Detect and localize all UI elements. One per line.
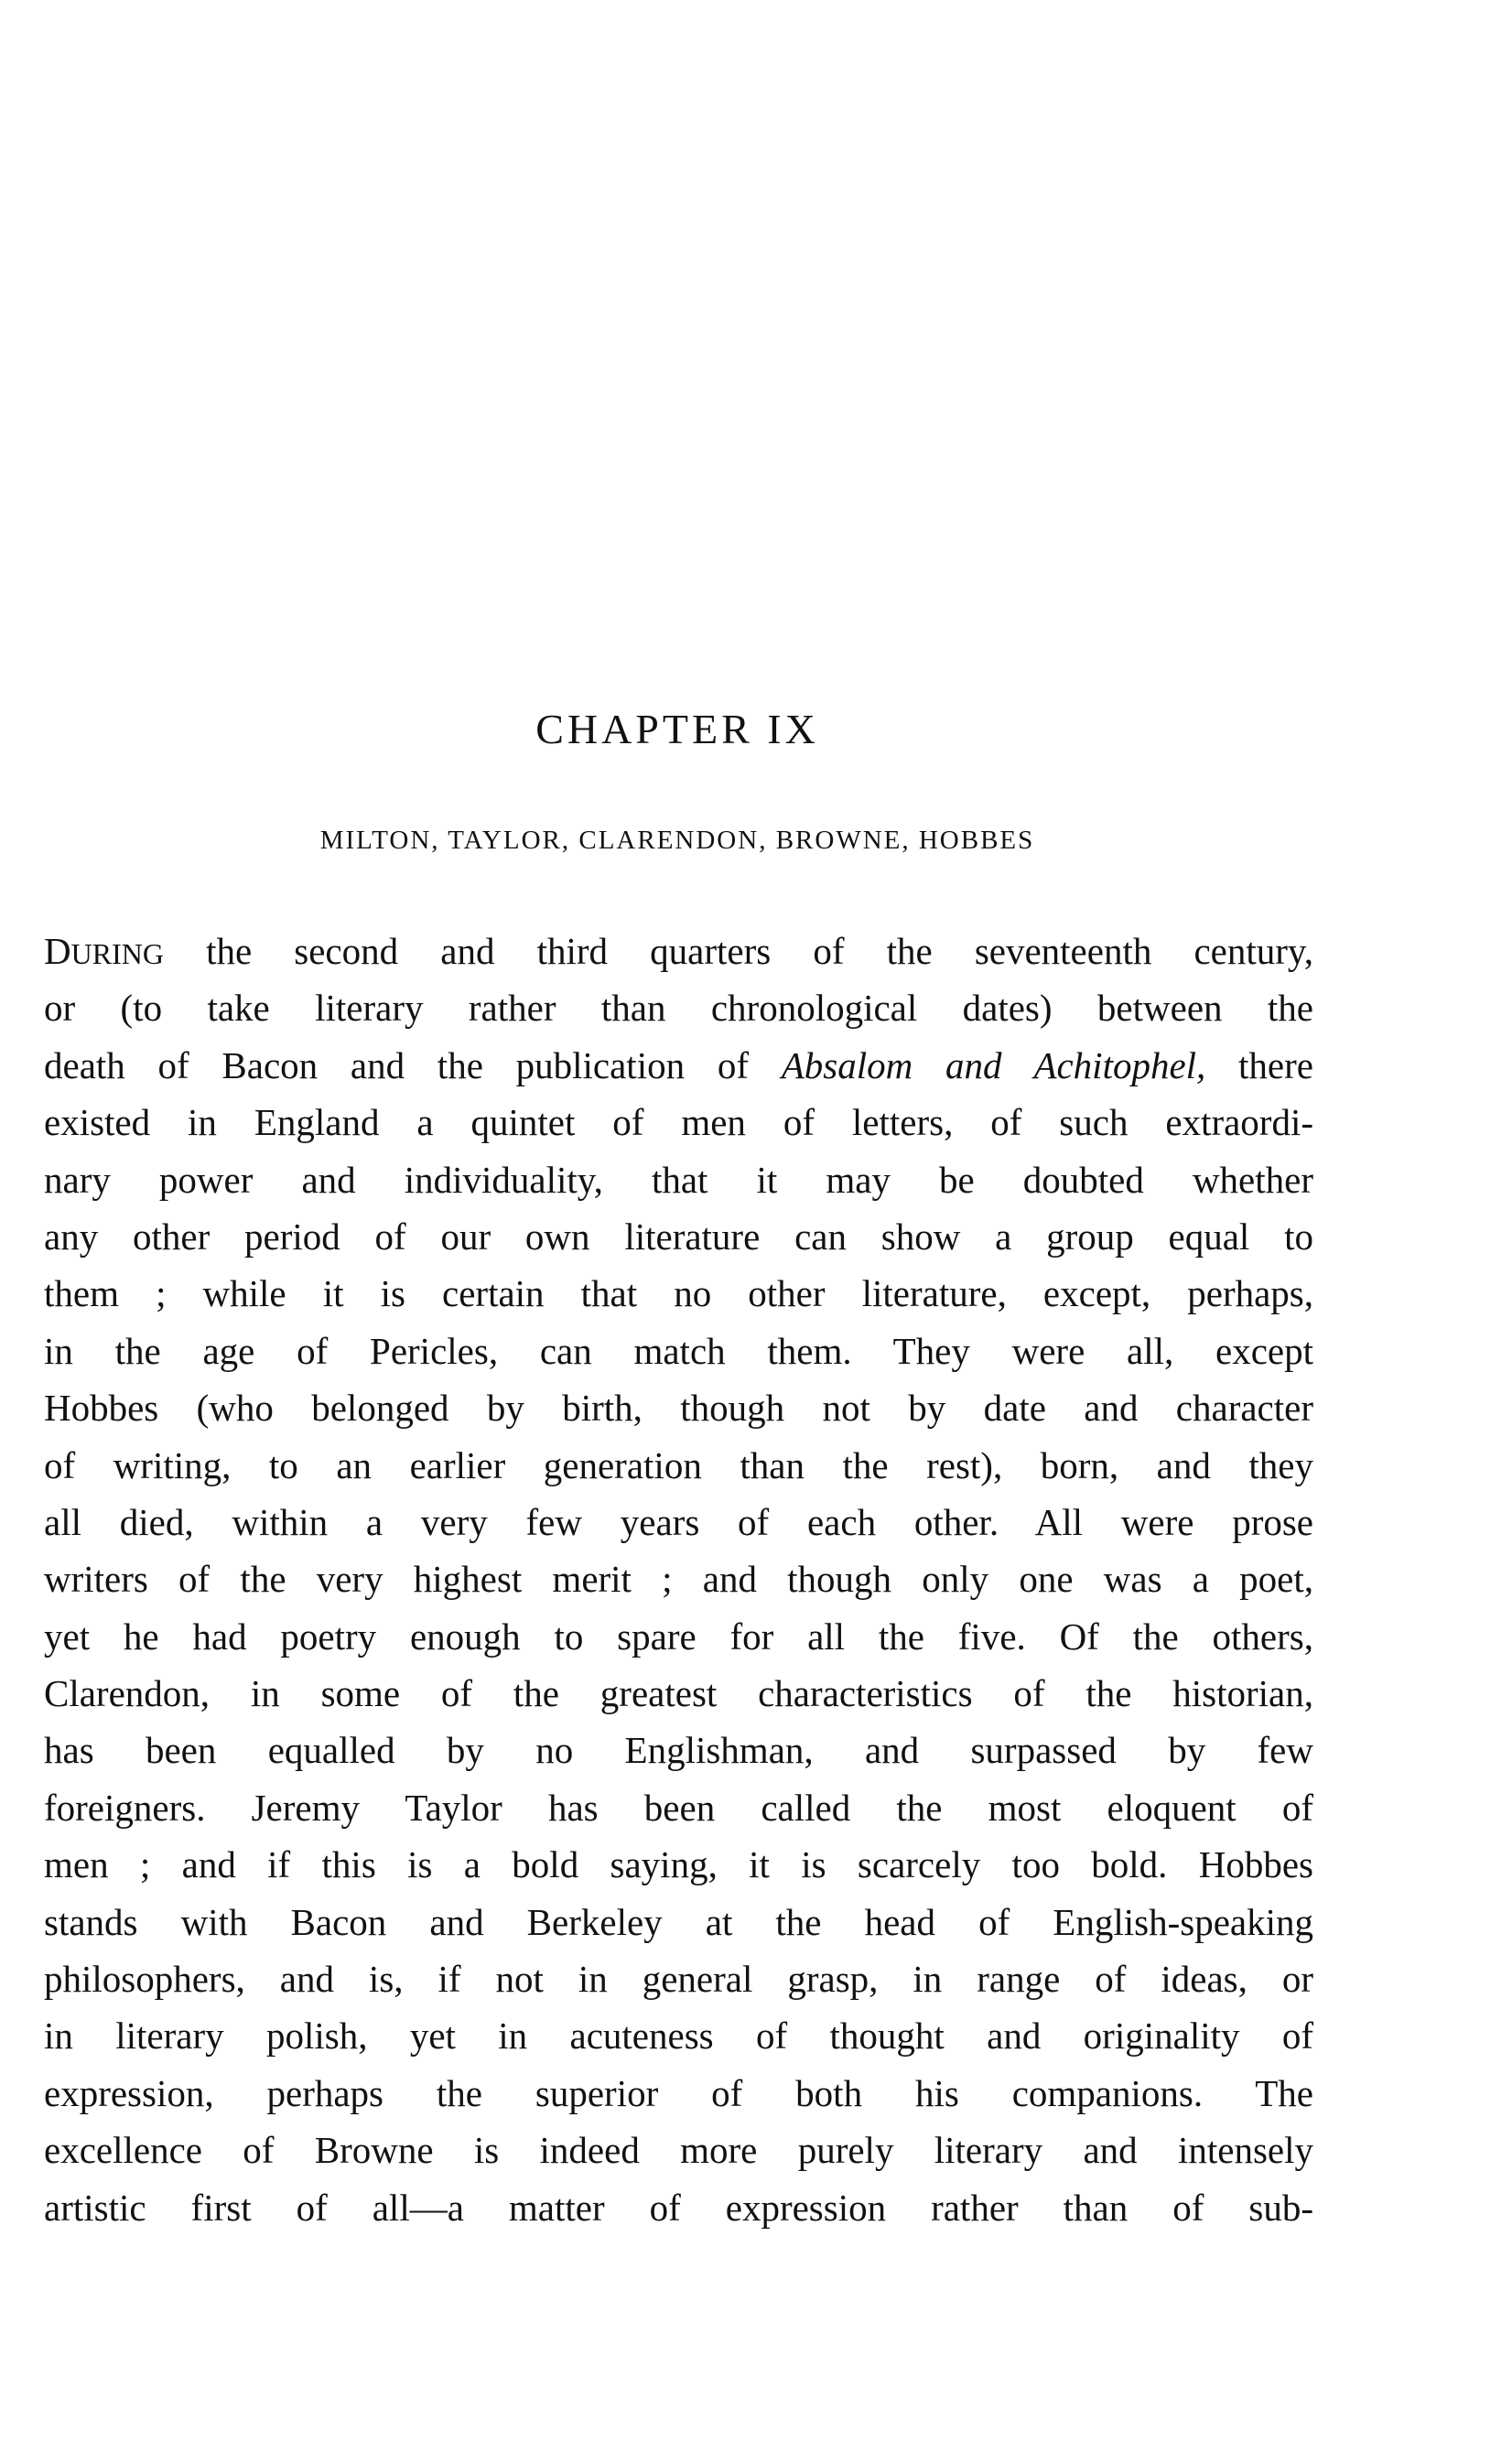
text-line: stands with Bacon and Berkeley at the head of English-speaking <box>44 1900 1313 1943</box>
text-line: of writing, to an earlier generation than the rest), born, and they <box>44 1443 1313 1486</box>
text-line: in the age of Pericles, can match them. They were all, except <box>44 1329 1313 1372</box>
line-text: the second and third quarters of the seventeenth century, <box>163 930 1313 972</box>
text-line: artistic first of all—a matter of expression rather than of sub- <box>44 2186 1313 2229</box>
italic-title: Absalom and Achitophel, <box>781 1043 1206 1086</box>
dropcap-rest: URING <box>70 937 164 970</box>
text-line: existed in England a quintet of men of letters, of such extraordi- <box>44 1101 1313 1144</box>
text-line: nary power and individuality, that it may be doubted whether <box>44 1158 1313 1201</box>
text-line: any other period of our own literature can show a group equal to <box>44 1215 1313 1258</box>
text-line: them ; while it is certain that no other literature, except, perhaps, <box>44 1272 1313 1315</box>
text-line: Clarendon, in some of the greatest characteristics of the historian, <box>44 1672 1313 1715</box>
line-text: there <box>1205 1043 1313 1086</box>
text-line <box>44 1037 1313 1094</box>
text-line: foreigners. Jeremy Taylor has been called the most eloquent of <box>44 1786 1313 1829</box>
text-line: all died, within a very few years of each other. All were prose <box>44 1500 1313 1543</box>
text-line: Hobbes (who belonged by birth, though not by date and character <box>44 1387 1313 1430</box>
dropcap-first: D <box>44 930 71 972</box>
chapter-subtitle: MILTON, TAYLOR, CLARENDON, BROWNE, HOBBES <box>319 826 1035 855</box>
text-line: yet he had poetry enough to spare for all the five. Of the others, <box>44 1615 1313 1658</box>
text-line <box>44 923 1313 979</box>
text-line: in literary polish, yet in acuteness of thought and originality of <box>44 2015 1313 2058</box>
text-line: philosophers, and is, if not in general grasp, in range of ideas, or <box>44 1958 1313 2001</box>
text-line: excellence of Browne is indeed more purely literary and intensely <box>44 2129 1313 2172</box>
chapter-title: CHAPTER IX <box>535 706 819 752</box>
text-line: men ; and if this is a bold saying, it is scarcely too bold. Hobbes <box>44 1843 1313 1886</box>
text-line: expression, perhaps the superior of both his companions. The <box>44 2071 1313 2114</box>
text-line: or (to take literary rather than chronological dates) between the <box>44 987 1313 1030</box>
text-line: writers of the very highest merit ; and though only one was a poet, <box>44 1558 1313 1601</box>
body-text <box>44 923 1313 2236</box>
text-line: has been equalled by no Englishman, and surpassed by few <box>44 1729 1313 1772</box>
line-text: death of Bacon and the publication of <box>44 1043 782 1086</box>
